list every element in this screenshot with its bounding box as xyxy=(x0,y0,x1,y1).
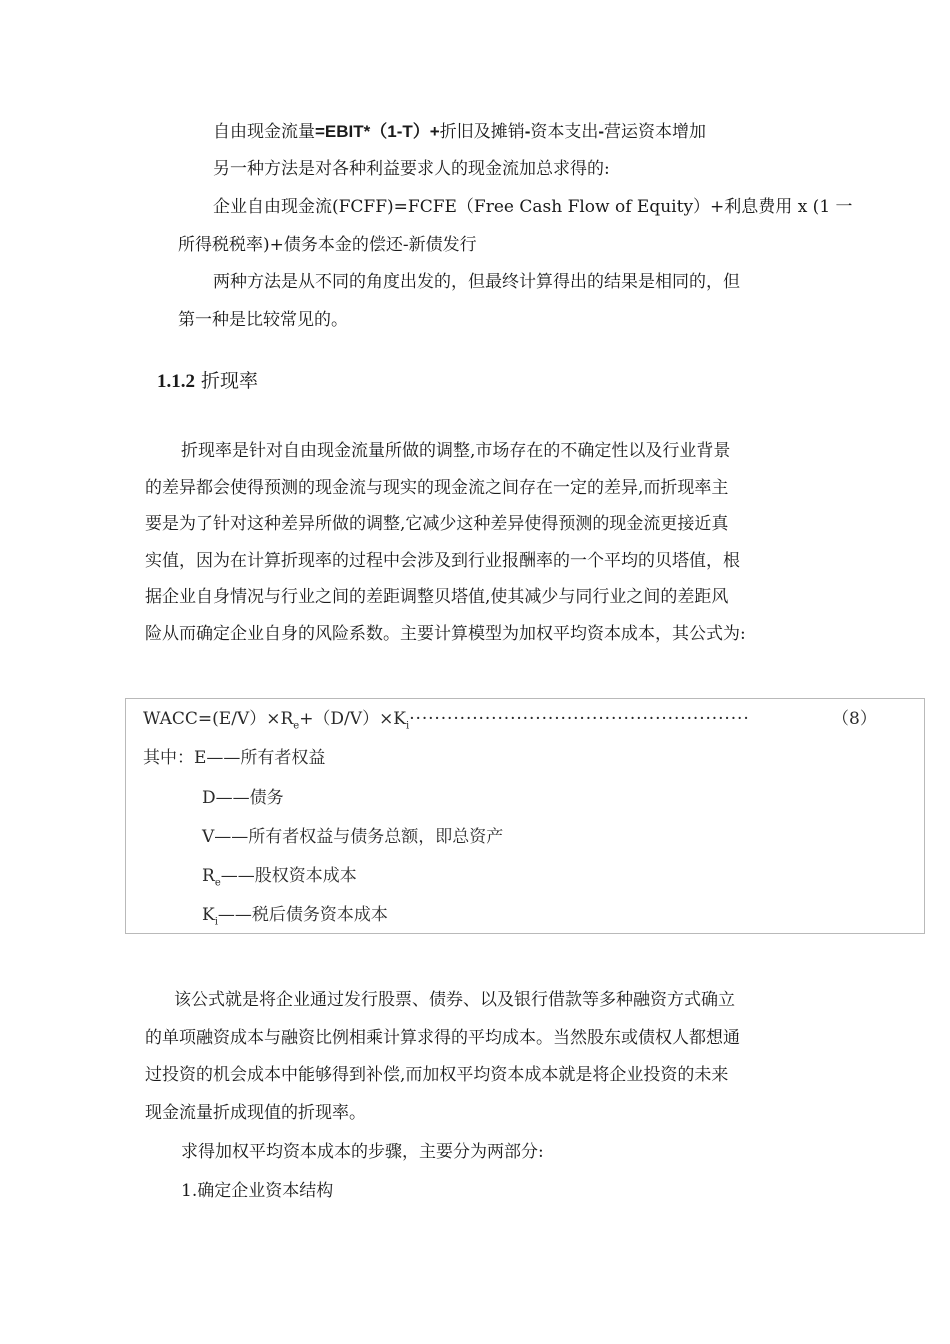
text-segment: 自由现金流量 xyxy=(213,122,315,142)
paragraph-line: 实值，因为在计算折现率的过程中会涉及到行业报酬率的一个平均的贝塔值，根 xyxy=(145,550,740,571)
symbol: V xyxy=(202,827,215,847)
text-segment: 折旧及摊销 xyxy=(439,122,525,142)
symbol: R xyxy=(202,866,215,886)
text-line: 两种方法是从不同的角度出发的，但最终计算得出的结果是相同的，但 xyxy=(213,272,740,292)
paragraph-line: 险从而确定企业自身的风险系数。主要计算模型为加权平均资本成本，其公式为: xyxy=(145,623,746,644)
text-segment-bold: - xyxy=(598,122,605,141)
section-title: 折现率 xyxy=(201,370,259,392)
section-heading xyxy=(157,367,258,396)
paragraph-line: 折现率是针对自由现金流量所做的调整,市场存在的不确定性以及行业背景 xyxy=(181,441,731,461)
paragraph-line: 据企业自身情况与行业之间的差距调整贝塔值,使其减少与同行业之间的差距风 xyxy=(145,587,729,607)
definition-text: ——税后债务资本成本 xyxy=(217,905,388,925)
formula-subscript: e xyxy=(293,720,300,732)
formula-part: +（D/V）×K xyxy=(299,709,407,729)
text-line: 所得税税率)+债务本金的偿还-新债发行 xyxy=(178,235,477,255)
formula-subscript: i xyxy=(406,720,410,732)
symbol-subscript: i xyxy=(214,916,218,928)
text-line: 另一种方法是对各种利益要求人的现金流加总求得的: xyxy=(213,159,610,179)
section-number: 1.1.2 xyxy=(157,371,195,392)
paragraph-line: 过投资的机会成本中能够得到补偿,而加权平均资本成本就是将企业投资的未来 xyxy=(145,1065,729,1085)
symbol: E xyxy=(194,748,207,768)
formula-definition xyxy=(202,825,503,856)
paragraph-line: 要是为了针对这种差异所做的调整,它减少这种差异使得预测的现金流更接近真 xyxy=(145,514,729,534)
paragraph xyxy=(145,982,740,1132)
paragraph-line: 现金流量折成现值的折现率。 xyxy=(145,1102,366,1123)
text-line: 第一种是比较常见的。 xyxy=(178,310,348,330)
paragraph-line: 的差异都会使得预测的现金流与现实的现金流之间存在一定的差异,而折现率主 xyxy=(145,477,729,498)
formula-part: WACC=(E/V）×R xyxy=(143,709,294,729)
definition-text: ——债务 xyxy=(215,788,284,808)
formula-definition xyxy=(202,864,357,895)
text-segment: 营运资本增加 xyxy=(604,122,707,142)
where-label: 其中： xyxy=(143,748,194,768)
text-line xyxy=(213,120,706,144)
symbol: K xyxy=(202,905,215,925)
leader-dots: ······················································ xyxy=(409,709,750,729)
formula-definition xyxy=(202,903,388,934)
formula-box xyxy=(125,698,925,934)
symbol: D xyxy=(202,788,216,808)
formula-definition xyxy=(202,786,284,817)
definition-text: ——所有者权益与债务总额，即总资产 xyxy=(214,827,504,847)
text-segment-bold: - xyxy=(524,122,531,141)
formula-main xyxy=(143,707,750,738)
text-segment-bold: =EBIT*（1-T）+ xyxy=(315,122,440,141)
formula-definition xyxy=(143,746,325,777)
definition-text: ——股权资本成本 xyxy=(220,866,357,886)
paragraph-line: 的单项融资成本与融资比例相乘计算求得的平均成本。当然股东或债权人都想通 xyxy=(145,1027,740,1048)
text-line: 企业自由现金流(FCFF)=FCFE（Free Cash Flow of Equity）+利息费用 x (1 一 xyxy=(213,197,853,217)
equation-number: （8） xyxy=(832,709,877,729)
text-line: 求得加权平均资本成本的步骤，主要分为两部分: xyxy=(181,1142,544,1162)
definition-text: ——所有者权益 xyxy=(206,748,326,768)
list-item: 1.确定企业资本结构 xyxy=(181,1181,334,1201)
symbol-subscript: e xyxy=(214,877,221,889)
text-segment: 资本支出 xyxy=(530,122,599,142)
paragraph-line: 该公式就是将企业通过发行股票、债券、以及银行借款等多种融资方式确立 xyxy=(174,990,735,1010)
paragraph xyxy=(145,433,746,652)
